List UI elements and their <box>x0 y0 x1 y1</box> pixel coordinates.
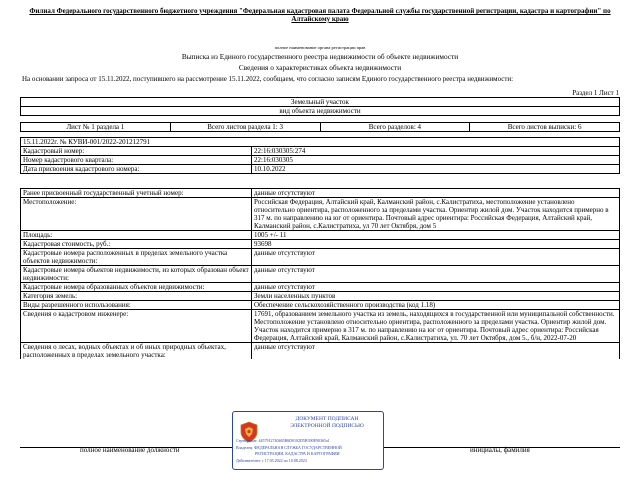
object-type-table <box>20 97 620 132</box>
name-label: инициалы, фамилия <box>470 446 530 454</box>
detail-label: Кадастровые номера образованных объектов недвижимости: <box>21 283 252 292</box>
position-label: полное наименование должности <box>80 446 180 454</box>
table-row <box>21 292 620 301</box>
detail-value: 93698 <box>252 240 620 249</box>
info-label: Дата присвоения кадастрового номера: <box>21 165 252 174</box>
detail-value: Обеспечение сельскохозяйственного производства (код 1.18) <box>252 301 620 310</box>
detail-label: Категория земель: <box>21 292 252 301</box>
detail-value: Земли населенных пунктов <box>252 292 620 301</box>
table-row <box>21 310 620 343</box>
total-sheets-section: Всего листов раздела 1: 3 <box>170 123 320 132</box>
detail-value: данные отсутствуют <box>252 249 620 266</box>
table-row <box>21 249 620 266</box>
table-row <box>21 240 620 249</box>
table-row <box>21 189 620 198</box>
doc-number: 15.11.2022г. № КУВИ-001/2022-201212791 <box>21 138 620 147</box>
detail-value: данные отсутствуют <box>252 283 620 292</box>
table-row <box>21 147 620 156</box>
table-row <box>21 283 620 292</box>
document-title: Выписка из Единого государственного реестра недвижимости об объекте недвижимости <box>181 52 459 61</box>
info-label: Номер кадастрового квартала: <box>21 156 252 165</box>
request-text: На основании запроса от 15.11.2022, поступившего на рассмотрение 15.11.2022, сообщаем, что согласно записям Единого государственного реестра недвижимости: <box>22 75 514 83</box>
detail-value: данные отсутствуют <box>252 189 620 198</box>
table-row <box>21 343 620 360</box>
detail-value: 1005 +/- 11 <box>252 231 620 240</box>
stamp-validity: Действителен: с 17.05.2022 по 10.08.2023 <box>236 458 307 463</box>
detail-value: Российская Федерация, Алтайский край, Калманский район, с.Калистратиха, местоположение установлено относительно ориентира, расположенного за пределами участка. Ориентир жилой дом. Участок находится примерно в 317 м. по направлению на юг от ориентира. Почтовый адрес ориентира: Российская Федерация, Алтайский край, Калманский район, с.Калистратиха, ул 70 лет Октября, дом 5 <box>252 198 620 231</box>
table-row <box>21 231 620 240</box>
spacer <box>21 116 620 123</box>
sheet-number: Лист № 1 раздела 1 <box>21 123 171 132</box>
stamp-certificate: Сертификат: 4457912740465B6D0102D5B390E90365a1 <box>236 438 330 443</box>
info-table <box>20 137 620 174</box>
electronic-signature-stamp <box>232 411 384 470</box>
info-value: 22:16:030305:274 <box>252 147 620 156</box>
detail-label: Кадастровые номера расположенных в пределах земельного участка объектов недвижимости: <box>21 249 252 266</box>
stamp-owner-cont: РЕГИСТРАЦИИ, КАДАСТРА И КАРТОГРАФИИ <box>255 451 340 456</box>
detail-label: Виды разрешенного использования: <box>21 301 252 310</box>
stamp-title: ДОКУМЕНТ ПОДПИСАН <box>295 416 359 422</box>
info-value: 10.10.2022 <box>252 165 620 174</box>
info-value: 22:16:030305 <box>252 156 620 165</box>
detail-label: Сведения о лесах, водных объектах и об иных природных объектах, расположенных в пределах земельного участка: <box>21 343 252 360</box>
organization-name: Филиал Федерального государственного бюджетного учреждения "Федеральная кадастровая палата Федеральной службы государственной регистрации, кадастра и картографии" по Алтайскому краю <box>29 7 611 23</box>
detail-label: Ранее присвоенный государственный учетный номер: <box>21 189 252 198</box>
detail-value: данные отсутствуют <box>252 343 620 360</box>
total-sheets: Всего листов выписки: 6 <box>470 123 620 132</box>
detail-label: Местоположение: <box>21 198 252 231</box>
table-row <box>21 156 620 165</box>
detail-label: Кадастровые номера объектов недвижимости, из которых образован объект недвижимости: <box>21 266 252 283</box>
detail-label: Сведения о кадастровом инженере: <box>21 310 252 343</box>
table-row <box>21 198 620 231</box>
object-type-caption: вид объекта недвижимости <box>21 107 620 116</box>
total-sections: Всего разделов: 4 <box>320 123 470 132</box>
object-type: Земельный участок <box>21 98 620 107</box>
details-table <box>20 188 620 359</box>
section-label: Раздел 1 Лист 1 <box>572 89 619 97</box>
stamp-owner: Владелец: ФЕДЕРАЛЬНАЯ СЛУЖБА ГОСУДАРСТВЕННОЙ <box>236 445 342 450</box>
detail-value: данные отсутствуют <box>252 266 620 283</box>
document-subtitle: Сведения о характеристиках объекта недвижимости <box>238 63 402 72</box>
info-label: Кадастровый номер: <box>21 147 252 156</box>
stamp-subtitle: ЭЛЕКТРОННОЙ ПОДПИСЬЮ <box>290 423 364 429</box>
detail-value: 17691, образованием земельного участка из земель, находящихся в государственной или муниципальной собственности. Местоположение установлено относительно ориентира, расположенного за пределами участка. Ориентир жилой дом. Участок находится примерно в 317 м. по направлению на юг от ориентира. Почтовый адрес ориентира: Российская Федерация, Алтайский край, Калманский район, с.Калистратиха, ул. 70 лет Октября, дом 5., б/н, 2022-07-20 <box>252 310 620 343</box>
table-row <box>21 301 620 310</box>
table-row <box>21 266 620 283</box>
detail-label: Площадь: <box>21 231 252 240</box>
detail-label: Кадастровая стоимость, руб.: <box>21 240 252 249</box>
table-row <box>21 165 620 174</box>
organization-note: полное наименование органа регистрации прав <box>274 45 366 50</box>
